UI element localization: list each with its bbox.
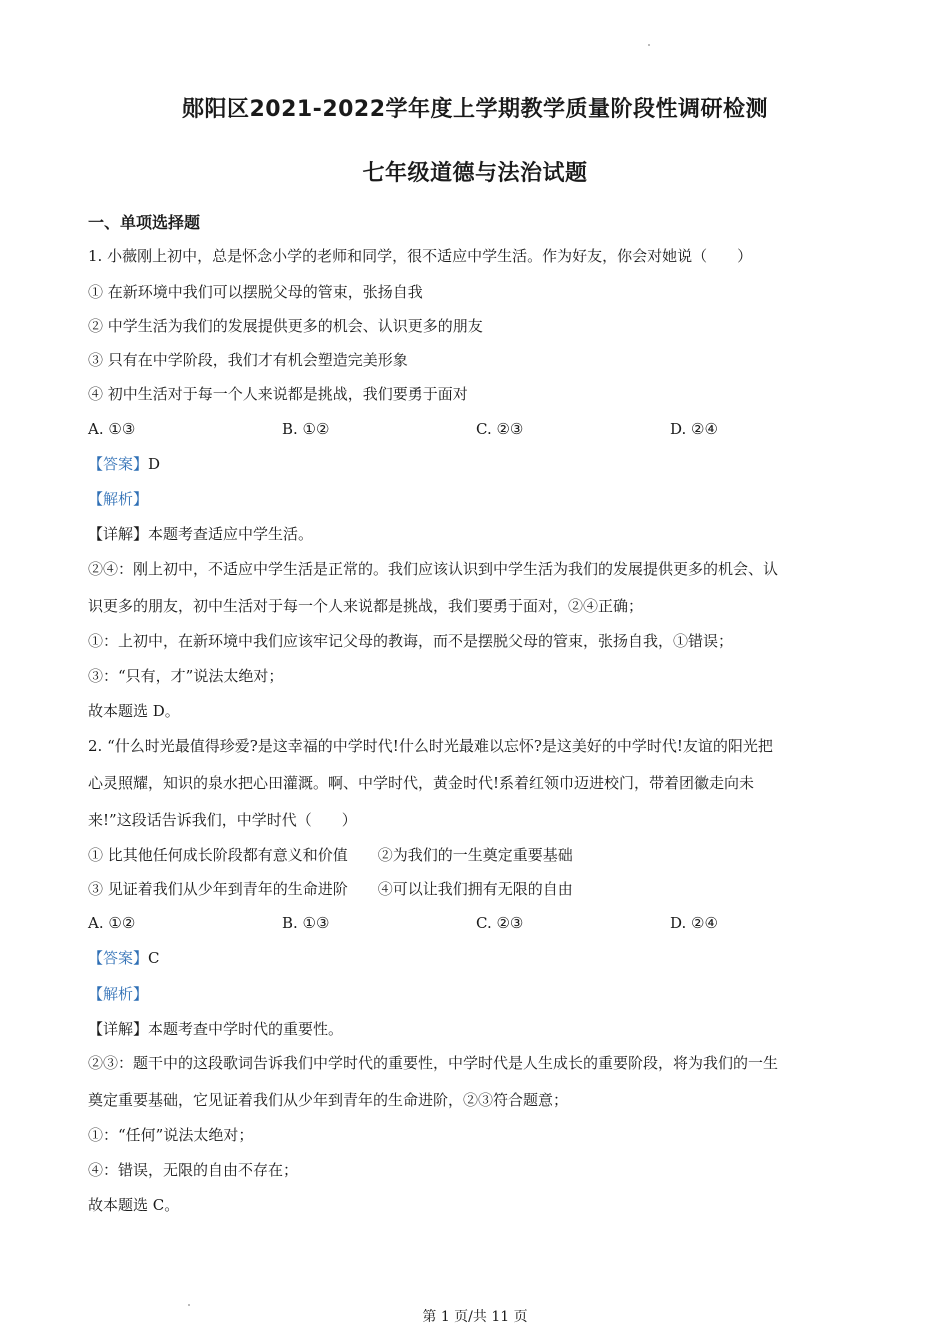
q1-explain: 故本题选 D。: [88, 702, 180, 720]
answer-tag: 【答案】: [88, 455, 149, 473]
detail-tag: 【详解】: [88, 525, 149, 543]
q2-stem: 心灵照耀，知识的泉水把心田灌溉。啊、中学时代，黄金时代!系着红领巾迈进校门，带着团徽走向未: [88, 774, 755, 792]
q1-option-d: D. ②④: [670, 420, 718, 438]
q1-option-b: B. ①②: [282, 420, 330, 438]
q1-option-a: A. ①③: [88, 420, 136, 438]
q2-answer: C: [148, 949, 160, 967]
q1-answer: D: [148, 455, 161, 473]
q1-item: ④ 初中生活对于每一个人来说都是挑战，我们要勇于面对: [88, 385, 468, 403]
q2-option-c: C. ②③: [476, 914, 524, 932]
page-footer: 第 1 页/共 11 页: [422, 1309, 528, 1325]
q1-detail-line: [88, 524, 863, 544]
q1-explain: ②④：刚上初中，不适应中学生活是正常的。我们应该认识到中学生活为我们的发展提供更多的机会、认: [88, 560, 779, 578]
section-heading: 一、单项选择题: [88, 213, 201, 232]
q2-explain: 故本题选 C。: [88, 1196, 180, 1214]
q2-analysis-line: [88, 984, 863, 1004]
q2-explain: 奠定重要基础，它见证着我们从少年到青年的生命进阶，②③符合题意；: [88, 1091, 569, 1109]
q2-explain: ②③：题干中的这段歌词告诉我们中学时代的重要性，中学时代是人生成长的重要阶段，将为我们的一生: [88, 1054, 779, 1072]
q2-detail-line: [88, 1019, 863, 1039]
detail-tag: 【详解】: [88, 1020, 149, 1038]
q1-option-c: C. ②③: [476, 420, 524, 438]
q2-option-b: B. ①③: [282, 914, 330, 932]
q1-explain: ①：上初中，在新环境中我们应该牢记父母的教诲，而不是摆脱父母的管束，张扬自我，①错误；: [88, 632, 734, 650]
scan-dot: [648, 44, 650, 46]
q1-stem: 1. 小薇刚上初中，总是怀念小学的老师和同学，很不适应中学生活。作为好友，你会对她说（ ）: [88, 247, 753, 265]
q1-item: ① 在新环境中我们可以摆脱父母的管束，张扬自我: [88, 283, 423, 301]
q2-answer-line: [88, 948, 863, 968]
q1-detail: 本题考查适应中学生活。: [148, 525, 314, 543]
q2-item: ③ 见证着我们从少年到青年的生命进阶 ④可以让我们拥有无限的自由: [88, 880, 573, 898]
analysis-tag: 【解析】: [88, 490, 149, 508]
q1-analysis-line: [88, 489, 863, 509]
q2-explain: ④：错误，无限的自由不存在；: [88, 1161, 299, 1179]
exam-title: 郧阳区2021-2022学年度上学期教学质量阶段性调研检测: [181, 97, 769, 122]
q2-option-a: A. ①②: [88, 914, 136, 932]
q1-item: ② 中学生活为我们的发展提供更多的机会、认识更多的朋友: [88, 317, 483, 335]
q1-explain: ③：“只有，才”说法太绝对；: [88, 667, 284, 685]
q1-item: ③ 只有在中学阶段，我们才有机会塑造完美形象: [88, 351, 408, 369]
q2-explain: ①：“任何”说法太绝对；: [88, 1126, 254, 1144]
q2-item: ① 比其他任何成长阶段都有意义和价值 ②为我们的一生奠定重要基础: [88, 846, 573, 864]
q2-stem: 2. “什么时光最值得珍爱?是这幸福的中学时代!什么时光最难以忘怀?是这美好的中学时代!友谊的阳光把: [88, 737, 773, 755]
q2-stem: 来!”这段话告诉我们，中学时代（ ）: [88, 811, 357, 829]
q2-option-d: D. ②④: [670, 914, 718, 932]
answer-tag: 【答案】: [88, 949, 149, 967]
analysis-tag: 【解析】: [88, 985, 149, 1003]
exam-subtitle: 七年级道德与法治试题: [362, 161, 588, 186]
q2-detail: 本题考查中学时代的重要性。: [148, 1020, 344, 1038]
q1-explain: 识更多的朋友，初中生活对于每一个人来说都是挑战，我们要勇于面对，②④正确；: [88, 597, 644, 615]
q1-answer-line: [88, 454, 863, 474]
